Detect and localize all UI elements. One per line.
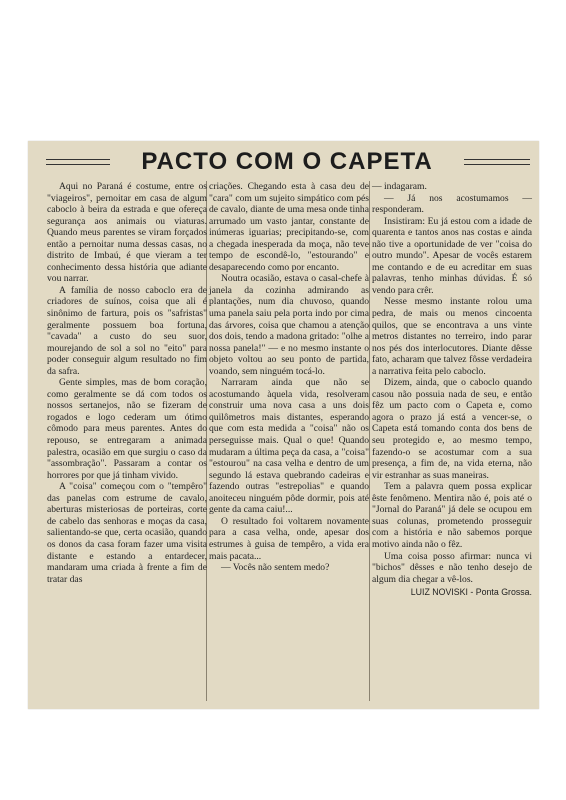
author-byline: LUIZ NOVISKI - Ponta Grossa. xyxy=(410,587,532,598)
paragraph: Narraram ainda que não se acostumando àquela vida, resolveram construir uma nova casa a uns dois quilômetros mais distantes, esperando que com esta medida a "coisa" não os perseguisse mais. Qual o que! Quando mudaram a última peça da casa, a "coisa" "estourou" na casa velha e dentro de um segundo lá estava quebrando cadeiras e fazendo outras "estrepolias" e quando anoiteceu ninguém pôde dormir, pois até gente da cama caiu!... xyxy=(209,377,369,516)
paragraph: — Vocês não sentem medo? xyxy=(221,562,330,574)
column-divider xyxy=(369,181,370,701)
paragraph: Aqui no Paraná é costume, entre os "viageiros", pernoitar em casa de algum caboclo à beira da estrada e que ofereça segurança aos animais ou viaturas. Quando meus parentes se viram forçados então a pernoitar numa dessas casas, no distrito de Imbaú, é que vieram a ter conhecimento dessa história que adiante vou narrar. xyxy=(47,181,207,285)
paragraph: Dizem, ainda, que o caboclo quando casou não possuia nada de seu, e então fêz um pacto com o Capeta e, como agora o prazo já está a vencer-se, o Capeta está tomando conta dos bens de seu protegido e, ao mesmo tempo, fazendo-o se acostumar com a sua presença, a fim de, na vida eterna, não vir estranhar as suas maneiras. xyxy=(372,377,532,481)
headline-rule-right xyxy=(464,159,530,165)
headline-rule-left xyxy=(46,159,110,165)
paragraph: A "coisa" começou com o "tempêro" das panelas com estrume de cavalo, aberturas misteriosas de porteiras, corte de cabelo das senhoras e moças da casa, salientando-se que, certa ocasião, quando os donos da casa foram fazer uma visita distante e estando a entardecer, mandaram uma criada à frente a fim de tratar das xyxy=(47,481,207,585)
article-title: PACTO COM O CAPETA xyxy=(141,148,433,175)
paragraph: Uma coisa posso afirmar: nunca vi "bichos" dêsses e não tenho desejo de algum dia chegar a vê-los. xyxy=(372,550,532,585)
paragraph: Insistiram: Eu já estou com a idade de quarenta e tantos anos nas costas e ainda não tive a oportunidade de ver "coisa do outro mundo". Apesar de vocês estarem me contando e de eu acreditar em suas palavras, tenho minhas dúvidas. É só vendo para crêr. xyxy=(372,215,532,296)
paragraph: — indagaram. xyxy=(372,181,427,192)
article-column-1 xyxy=(47,181,207,585)
paragraph: — Já nos acostumamos — responderam. xyxy=(372,192,532,216)
paragraph: A família de nosso caboclo era de criadores de suínos, coisa que ali é sinônimo de fartura, pois os "safristas" geralmente possuem boa fortuna, "cavada" a custo do seu suor, mourejando de sol a sol no "eito" para poder conseguir algum resultado no fim da safra. xyxy=(47,284,207,377)
paragraph: O resultado foi voltarem novamente para a casa velha, onde, apesar dos estrumes à guisa de tempêro, a vida era mais pacata... xyxy=(209,515,369,562)
paragraph: Gente simples, mas de bom coração, como geralmente se dá com todos os nossos sertanejos, não se fizeram de rogados e logo cederam um ótimo cômodo para meus parentes. Antes do repouso, se entregaram a animada palestra, ocasião em que surgiu o caso da "assombração". Passaram a contar os horrores por que já tinham vivido. xyxy=(47,377,207,481)
paragraph: Nesse mesmo instante rolou uma pedra, de mais ou menos cincoenta quilos, que se encontrava a uns vinte metros distantes no terreiro, indo parar nos pés dos interlocutores. Diante dêsse fato, acharam que talvez fôsse verdadeira a narrativa feita pelo caboclo. xyxy=(372,296,532,377)
paragraph: Tem a palavra quem possa explicar êste fenômeno. Mentira não é, pois até o "Jornal do Paraná" já dele se ocupou em suas colunas, prometendo prosseguir com a história e não sabemos porque motivo ainda não o fêz. xyxy=(372,481,532,550)
paragraph: Noutra ocasião, estava o casal-chefe à janela da cozinha admirando as plantações, num dia chuvoso, quando uma panela saiu pela porta indo por cima das árvores, coisa que chamou a atenção dos dois, tendo a madona gritado: "olhe a nossa panela!" — e no mesmo instante o objeto voltou ao seu ponto de partida, voando, sem ninguém tocá-lo. xyxy=(209,273,369,377)
newspaper-clipping xyxy=(28,141,539,709)
headline-bar xyxy=(28,147,539,177)
paragraph: criações. Chegando esta à casa deu de "cara" com um sujeito simpático com pés de cavalo, diante de uma mesa onde tinha arrumado um vasto jantar, constante de inúmeras iguarias; precipitando-se, com a chegada inesperada da moça, não teve tempo de escondê-lo, "estourando" e desaparecendo como por encanto. xyxy=(209,181,369,273)
article-column-3 xyxy=(372,181,532,599)
article-column-2 xyxy=(209,181,369,574)
